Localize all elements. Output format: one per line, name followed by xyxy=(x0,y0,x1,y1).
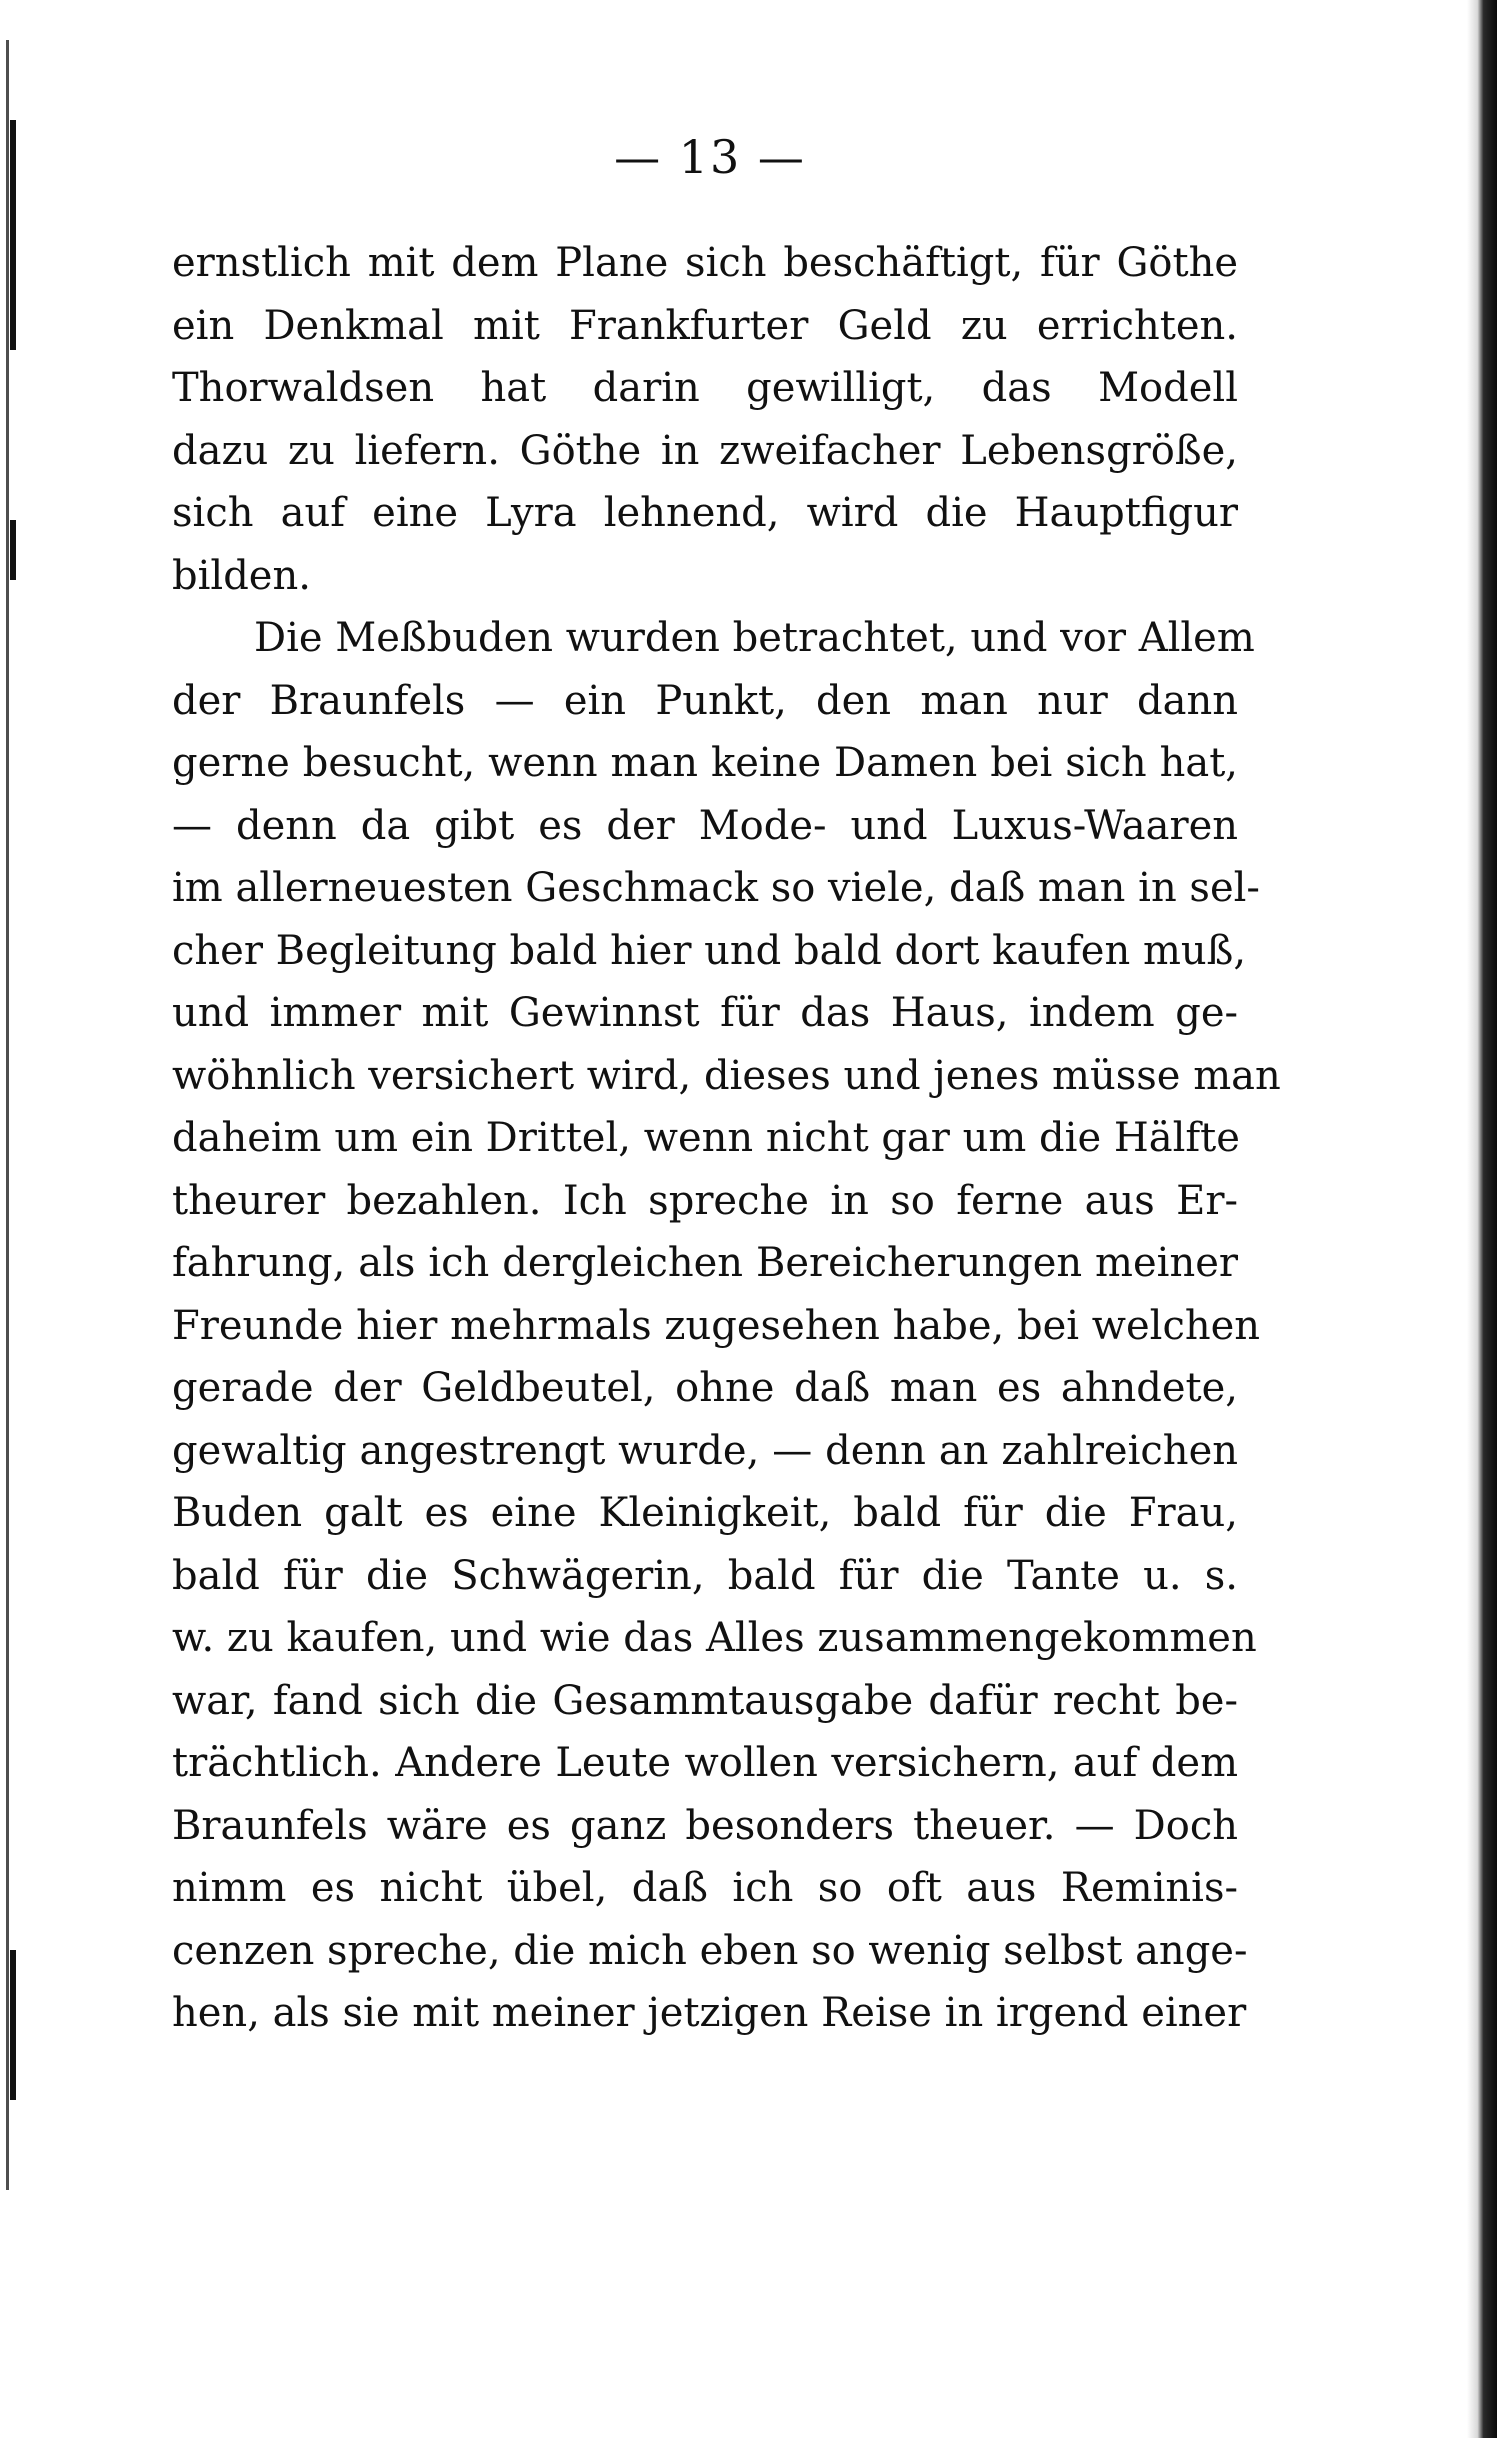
text-line: ernstlich mit dem Plane sich beschäftigt, für Göthe xyxy=(172,240,1238,286)
text-line: gewaltig angestrengt wurde, — denn an zahlreichen xyxy=(172,1427,1238,1474)
text-line: und immer mit Gewinnst für das Haus, indem ge- xyxy=(172,990,1238,1036)
text-line: hen, als sie mit meiner jetzigen Reise in irgend einer xyxy=(172,1990,1247,2036)
text-line: cher Begleitung bald hier und bald dort kaufen muß, xyxy=(172,927,1247,974)
text-line: sich auf eine Lyra lehnend, wird die Hauptfigur xyxy=(172,490,1238,536)
text-line: bilden. xyxy=(172,552,311,599)
text-line: Braunfels wäre es ganz besonders theuer. — Doch xyxy=(172,1802,1238,1849)
text-line: Thorwaldsen hat darin gewilligt, das Modell xyxy=(172,365,1238,411)
text-line: im allerneuesten Geschmack so viele, daß man in sel- xyxy=(172,865,1260,911)
body-text xyxy=(172,232,1281,2045)
text-line: daheim um ein Drittel, wenn nicht gar um die Hälfte xyxy=(172,1115,1240,1161)
page-right-edge xyxy=(1467,0,1497,2438)
text-line: Freunde hier mehrmals zugesehen habe, bei welchen xyxy=(172,1302,1261,1349)
text-line: der Braunfels — ein Punkt, den man nur dann xyxy=(172,677,1238,724)
text-line: gerade der Geldbeutel, ohne daß man es ahndete, xyxy=(172,1365,1238,1411)
text-line: Die Meßbuden wurden betrachtet, und vor Allem xyxy=(254,615,1255,661)
page-left-edge-mark xyxy=(10,1950,16,2100)
text-line: bald für die Schwägerin, bald für die Tante u. s. xyxy=(172,1552,1238,1599)
text-line: w. zu kaufen, und wie das Alles zusammengekommen xyxy=(172,1615,1257,1661)
text-line: trächtlich. Andere Leute wollen versichern, auf dem xyxy=(172,1740,1238,1786)
text-line: dazu zu liefern. Göthe in zweifacher Lebensgröße, xyxy=(172,427,1238,474)
text-line: theurer bezahlen. Ich spreche in so ferne aus Er- xyxy=(172,1177,1238,1224)
text-line: fahrung, als ich dergleichen Bereicherungen meiner xyxy=(172,1240,1238,1286)
page-number: — 13 — xyxy=(614,130,806,184)
page-left-edge xyxy=(6,40,17,2190)
text-line: Buden galt es eine Kleinigkeit, bald für die Frau, xyxy=(172,1490,1238,1536)
text-line: war, fand sich die Gesammtausgabe dafür recht be- xyxy=(172,1677,1238,1724)
text-line: — denn da gibt es der Mode- und Luxus-Waaren xyxy=(172,802,1238,849)
text-line: nimm es nicht übel, daß ich so oft aus Reminis- xyxy=(172,1865,1238,1911)
text-line: cenzen spreche, die mich eben so wenig selbst ange- xyxy=(172,1927,1248,1974)
text-line: gerne besucht, wenn man keine Damen bei sich hat, xyxy=(172,740,1238,786)
text-line: wöhnlich versichert wird, dieses und jenes müsse man xyxy=(172,1052,1281,1099)
page-left-edge-mark xyxy=(10,520,16,580)
text-line: ein Denkmal mit Frankfurter Geld zu errichten. xyxy=(172,302,1238,349)
